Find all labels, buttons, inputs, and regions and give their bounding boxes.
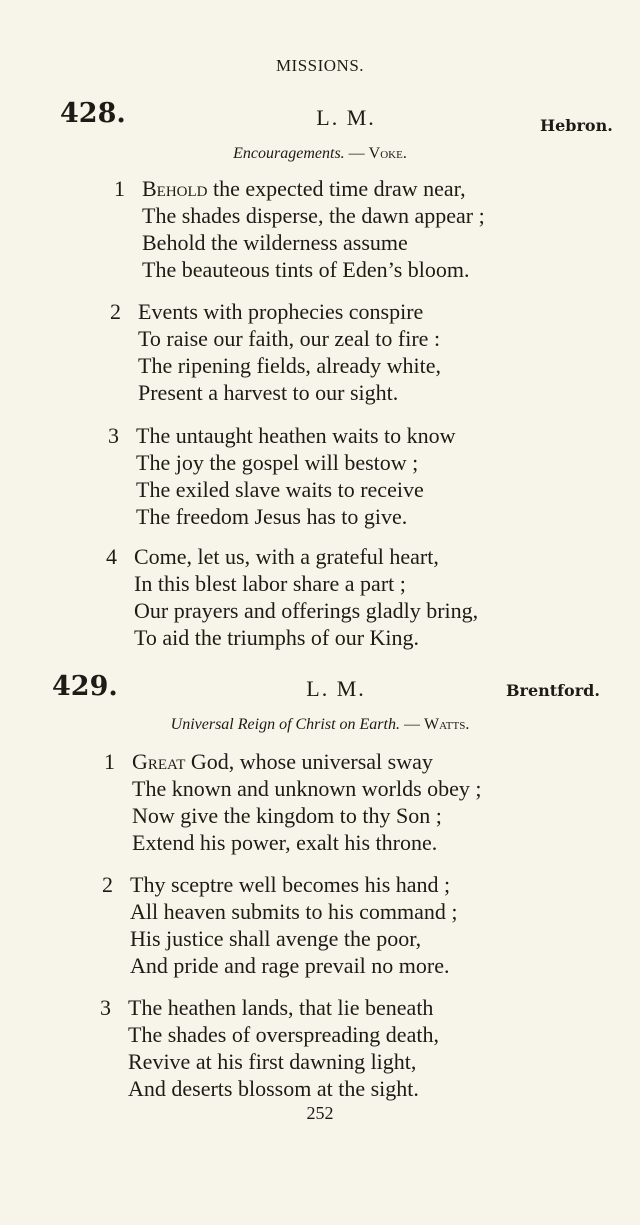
verse-line: The joy the gospel will bestow ; (136, 450, 419, 475)
hymn-author: Watts. (423, 716, 470, 733)
tune-name: Brentford. (506, 681, 600, 700)
verse-line: To raise our faith, our zeal to fire : (138, 326, 441, 351)
verse-line: The shades of overspreading death, (128, 1022, 439, 1047)
verse-line: The exiled slave waits to receive (136, 477, 424, 502)
page-number: 252 (306, 1103, 334, 1123)
hymn-meter: L. M. (306, 676, 366, 701)
verse-line: Revive at his first dawning light, (128, 1049, 417, 1074)
verse-line: Events with prophecies conspire (138, 299, 424, 324)
verse-number: 1 (114, 176, 125, 201)
verse-number: 3 (100, 995, 111, 1020)
verse-line: Behold the wilderness assume (142, 230, 408, 255)
hymn-theme: Universal Reign of Christ on Earth. (170, 716, 400, 733)
verse-line: The shades disperse, the dawn appear ; (142, 203, 485, 228)
verse-line: Now give the kingdom to thy Son ; (132, 803, 442, 828)
hymn-author: Voke. (368, 145, 407, 162)
verse-line: Our prayers and offerings gladly bring, (134, 598, 479, 623)
verse-line: The heathen lands, that lie beneath (128, 995, 434, 1020)
verse-line: The known and unknown worlds obey ; (132, 776, 482, 801)
verse-line: And deserts blossom at the sight. (128, 1076, 419, 1101)
verse-line: In this blest labor share a part ; (134, 571, 406, 596)
hymn-subtitle (0, 145, 640, 163)
verse-line: To aid the triumphs of our King. (134, 625, 420, 650)
verse-line: The untaught heathen waits to know (136, 423, 456, 448)
verse-line (142, 176, 466, 202)
verse-number: 4 (106, 544, 117, 569)
hymn-number: 428. (60, 98, 126, 129)
verse-line-text: the expected time draw near, (207, 176, 466, 201)
subtitle-dash: — (344, 145, 369, 162)
hymn-meter: L. M. (316, 105, 376, 130)
verse-line: His justice shall avenge the poor, (130, 926, 422, 951)
verse-line: Come, let us, with a grateful heart, (134, 544, 439, 569)
verse-line-text: God, whose universal sway (185, 749, 433, 774)
verse-line: Present a harvest to our sight. (138, 380, 399, 405)
verse-line (132, 749, 433, 775)
verse-first-word: Great (132, 749, 186, 774)
hymn-subtitle (0, 716, 640, 734)
verse-first-word: Behold (142, 176, 208, 201)
running-head: MISSIONS. (275, 56, 365, 75)
verse-line: The ripening fields, already white, (138, 353, 442, 378)
hymn-number: 429. (52, 671, 118, 702)
verse-number: 2 (102, 872, 113, 897)
tune-name: Hebron. (540, 116, 613, 135)
hymn-theme: Encouragements. (233, 145, 345, 162)
verse-line: Thy sceptre well becomes his hand ; (130, 872, 451, 897)
verse-line: The freedom Jesus has to give. (136, 504, 408, 529)
verse-number: 3 (108, 423, 119, 448)
verse-line: Extend his power, exalt his throne. (132, 830, 438, 855)
subtitle-dash: — (399, 716, 424, 733)
verse-line: And pride and rage prevail no more. (130, 953, 450, 978)
verse-number: 2 (110, 299, 121, 324)
verse-line: The beauteous tints of Eden’s bloom. (142, 257, 470, 282)
verse-line: All heaven submits to his command ; (130, 899, 458, 924)
verse-number: 1 (104, 749, 115, 774)
